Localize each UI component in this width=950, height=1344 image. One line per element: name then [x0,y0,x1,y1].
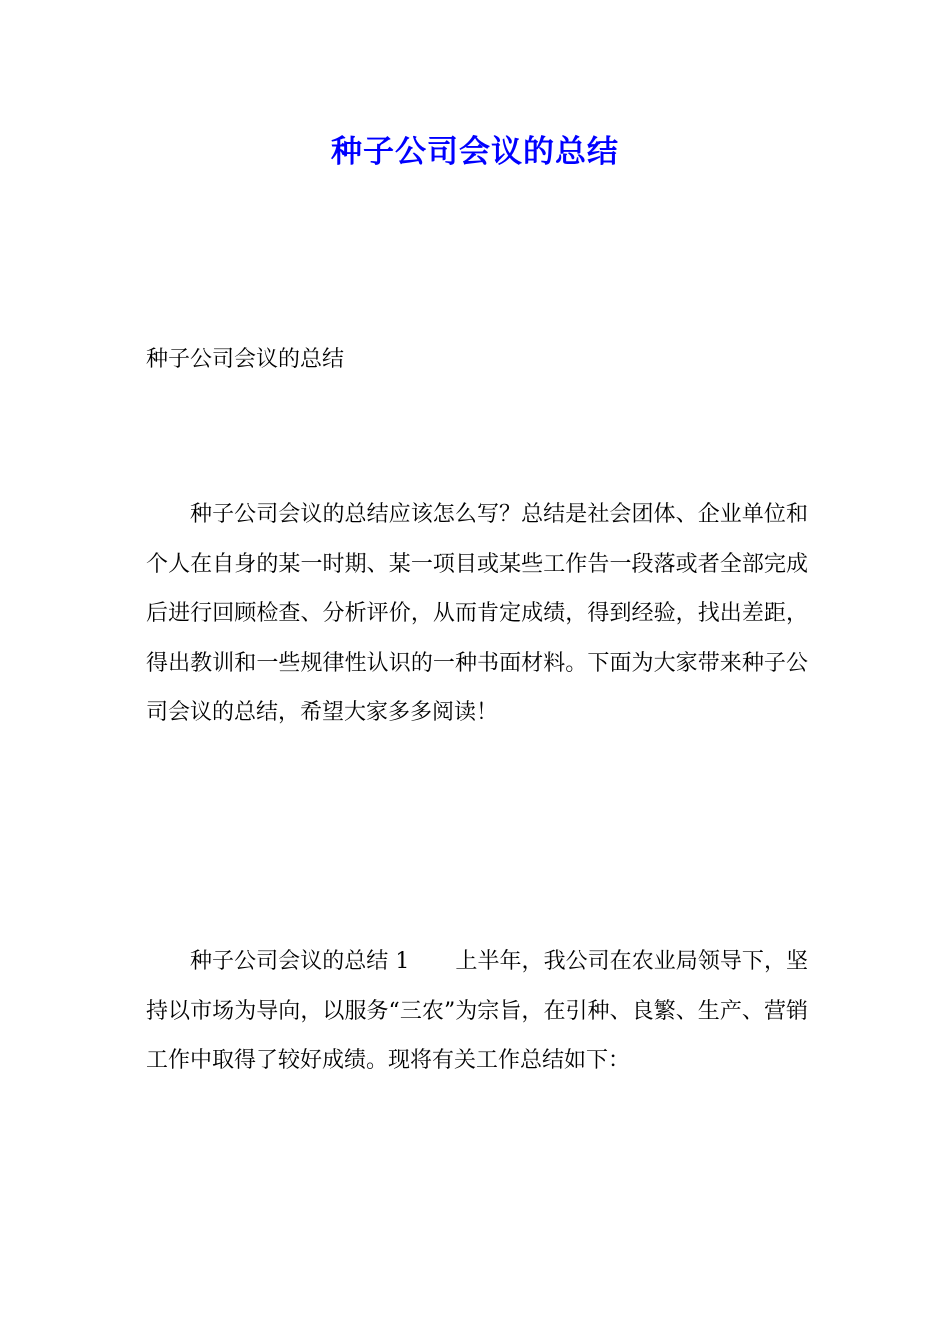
document-title: 种子公司会议的总结 [331,134,619,170]
intro-paragraph: 种子公司会议的总结应该怎么写？总结是社会团体、企业单位和个人在自身的某一时期、某一项目或某些工作告一段落或者全部完成后进行回顾检查、分析评价，从而肯定成绩，得到经验，找出差距，得出教训和一些规律性认识的一种书面材料。下面为大家带来种子公司会议的总结，希望大家多多阅读！ [146,502,808,725]
document-subtitle: 种子公司会议的总结 [146,347,345,372]
section-1-paragraph [146,937,808,1086]
section-1-text: 上半年，我公司在农业局领导下，坚持以市场为导向，以服务“三农”为宗旨，在引种、良繁、生产、营销工作中取得了较好成绩。现将有关工作总结如下： [146,949,808,1073]
section-1-heading: 种子公司会议的总结 1 [190,949,410,974]
